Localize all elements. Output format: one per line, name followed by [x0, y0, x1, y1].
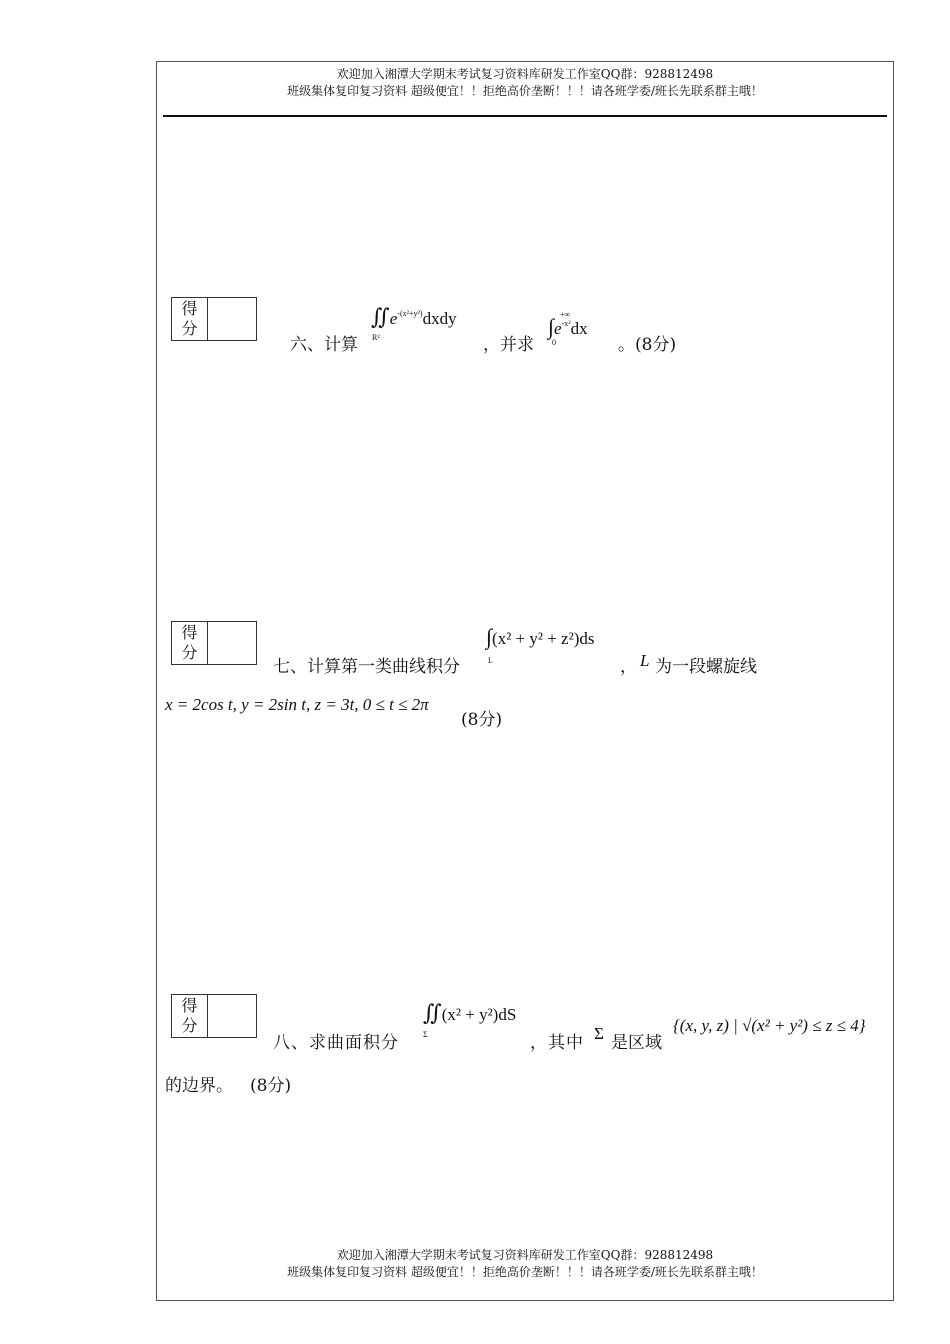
q6-integral-2-upper: +∞	[560, 310, 571, 319]
q8-line2: 的边界。	[165, 1076, 233, 1096]
q8-region: {(x, y, z) | √(x² + y²) ≤ z ≤ 4}	[673, 1016, 866, 1035]
q6-integral-2: $\int e^{-x^2}dx$	[548, 314, 588, 339]
header-rule	[163, 115, 887, 117]
q7-parametrization: x = 2cos t, y = 2sin t, z = 3t, 0 ≤ t ≤ 2π	[165, 695, 429, 714]
q8-integral: ∬(x² + y²)dS	[423, 1000, 517, 1025]
footer-line-1: 欢迎加入湘潭大学期末考试复习资料库研发工作室QQ群：928812498	[336, 1248, 714, 1262]
q7-integral: ∫(x² + y² + z²)ds	[486, 624, 595, 649]
q8-integral-domain: Σ	[423, 1030, 428, 1039]
footer-line-2: 班级集体复印复习资料 超级便宜！！拒绝高价垄断！！！请各班学委/班长先联系群主哦！	[287, 1265, 763, 1279]
score-box-q7	[171, 621, 257, 665]
q7-points: (8分)	[461, 710, 503, 730]
score-input-area[interactable]	[208, 298, 256, 340]
q7-suffix: 为一段螺旋线	[655, 657, 757, 677]
score-box-q6	[171, 297, 257, 341]
score-box-q8	[171, 994, 257, 1038]
page-header	[156, 66, 894, 100]
header-line-1: 欢迎加入湘潭大学期末考试复习资料库研发工作室QQ群：928812498	[336, 67, 714, 81]
header-line-2: 班级集体复印复习资料 超级便宜！！拒绝高价垄断！！！请各班学委/班长先联系群主哦！	[287, 84, 763, 98]
score-input-area[interactable]	[208, 622, 256, 664]
q7-prefix: 七、计算第一类曲线积分	[273, 657, 460, 677]
q8-middle: ，其中	[530, 1033, 584, 1053]
q6-prefix: 六、计算	[290, 335, 358, 355]
q6-suffix: 。(8分)	[618, 335, 677, 355]
q6-integral-1: $∬e^{-(x^2+y^2)}dxdy$	[371, 304, 457, 329]
score-label: 得 分	[172, 298, 208, 340]
q7-curve-symbol: L	[640, 651, 650, 670]
q8-sigma: Σ	[594, 1024, 604, 1043]
score-label: 得 分	[172, 622, 208, 664]
q6-integral-2-lower: 0	[552, 338, 556, 347]
page-footer	[156, 1247, 894, 1281]
q8-points: (8分)	[250, 1076, 292, 1096]
page-frame	[156, 61, 894, 1301]
q7-integral-domain: L	[488, 656, 493, 665]
q8-prefix: 八、求曲面积分	[273, 1033, 399, 1053]
q6-middle: ，并求	[483, 335, 534, 355]
q6-integral-1-domain: R²	[372, 333, 380, 342]
q7-middle: ，	[620, 657, 637, 677]
score-input-area[interactable]	[208, 995, 256, 1037]
score-label: 得 分	[172, 995, 208, 1037]
q8-region-word: 是区域	[611, 1033, 662, 1053]
